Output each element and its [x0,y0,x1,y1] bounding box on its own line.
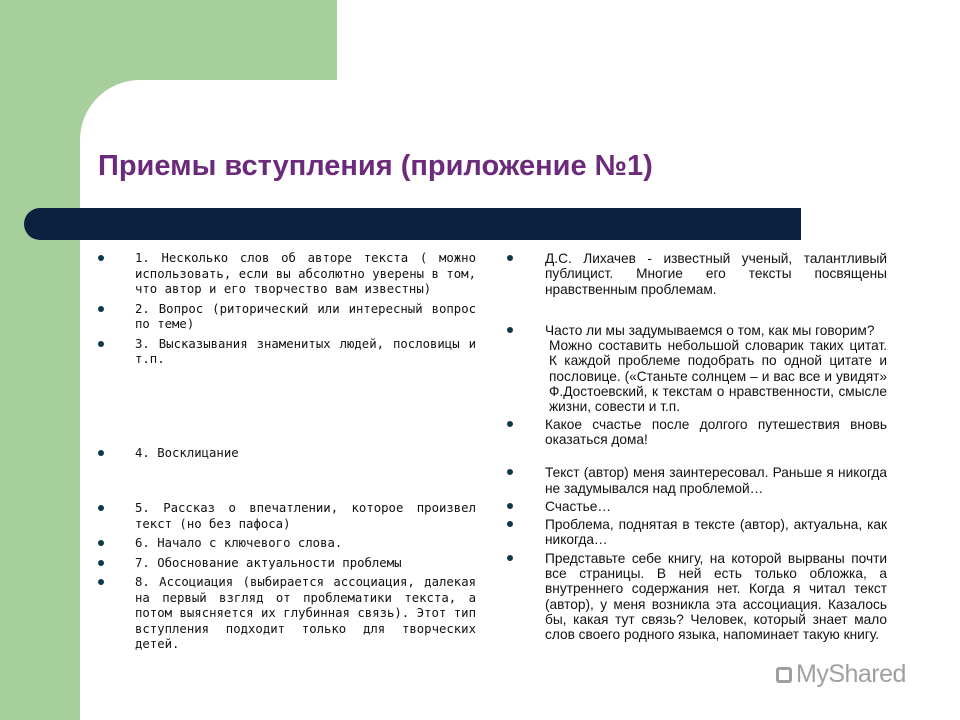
list-item: Можно составить небольшой словарик таких цитат. К каждой проблеме подобрать по одной цитате и пословице. («Станьте солнцем – и вас все и увидят» Ф.Достоевский, к текстам о нравственности, смысле жизни, совести и т.п. [549,338,887,415]
bullet-icon [507,503,513,509]
bullet-icon [98,505,104,511]
list-item: 2. Вопрос (риторический или интересный вопрос по теме) [98,302,476,333]
bullet-icon [98,255,104,261]
list-item: 8. Ассоциация (выбирается ассоциация, далекая на первый взгляд от проблематики текста, а потом выясняется их глубинная связь). Этот тип вступления подходит только для творческих детей. [98,575,476,653]
bullet-icon [98,306,104,312]
list-item: 5. Рассказ о впечатлении, которое произвел текст (но без пафоса) [98,501,476,532]
list-item: Проблема, поднятая в тексте (автор), актуальна, как никогда… [507,517,887,548]
bullet-icon [98,579,104,585]
list-item: Какое счастье после долгого путешествия вновь оказаться дома! [507,417,887,448]
bullet-icon [507,421,513,427]
list-item: 6. Начало с ключевого слова. [98,536,476,552]
list-item: 4. Восклицание [98,446,476,462]
bullet-icon [98,450,104,456]
left-column-list [98,251,476,653]
bullet-icon [507,521,513,527]
slide-title: Приемы вступления (приложение №1) [98,150,653,182]
list-item: Часто ли мы задумываемся о том, как мы говорим? [507,323,887,338]
list-item: Счастье… [507,499,887,514]
bullet-icon [507,327,513,333]
bullet-icon [507,255,513,261]
bullet-icon [507,555,513,561]
bullet-icon [507,469,513,475]
right-column-list [507,251,887,643]
bullet-icon [98,540,104,546]
list-item: 3. Высказывания знаменитых людей, пословицы и т.п. [98,337,476,368]
list-item: 1. Несколько слов об авторе текста ( можно использовать, если вы абсолютно уверены в том, что автор и его творчество вам известны) [98,251,476,298]
watermark: MyShared [776,660,906,689]
title-divider-bar [24,208,801,240]
list-item: Текст (автор) меня заинтересовал. Раньше я никогда не задумывался над проблемой… [507,465,887,496]
logo-icon [776,667,792,683]
bullet-icon [98,560,104,566]
bullet-icon [98,341,104,347]
list-item: Д.С. Лихачев - известный ученый, талантливый публицист. Многие его тексты посвящены нравственным проблемам. [507,251,887,297]
list-item: 7. Обоснование актуальности проблемы [98,556,476,572]
list-item: Представьте себе книгу, на которой вырваны почти все страницы. В ней есть только обложка, а внутреннего содержания нет. Когда я читал текст (автор), у меня возникла эта ассоциация. Казалось бы, какая тут связь? Человек, который знает мало слов своего родного языка, напоминает такую книгу. [507,551,887,643]
